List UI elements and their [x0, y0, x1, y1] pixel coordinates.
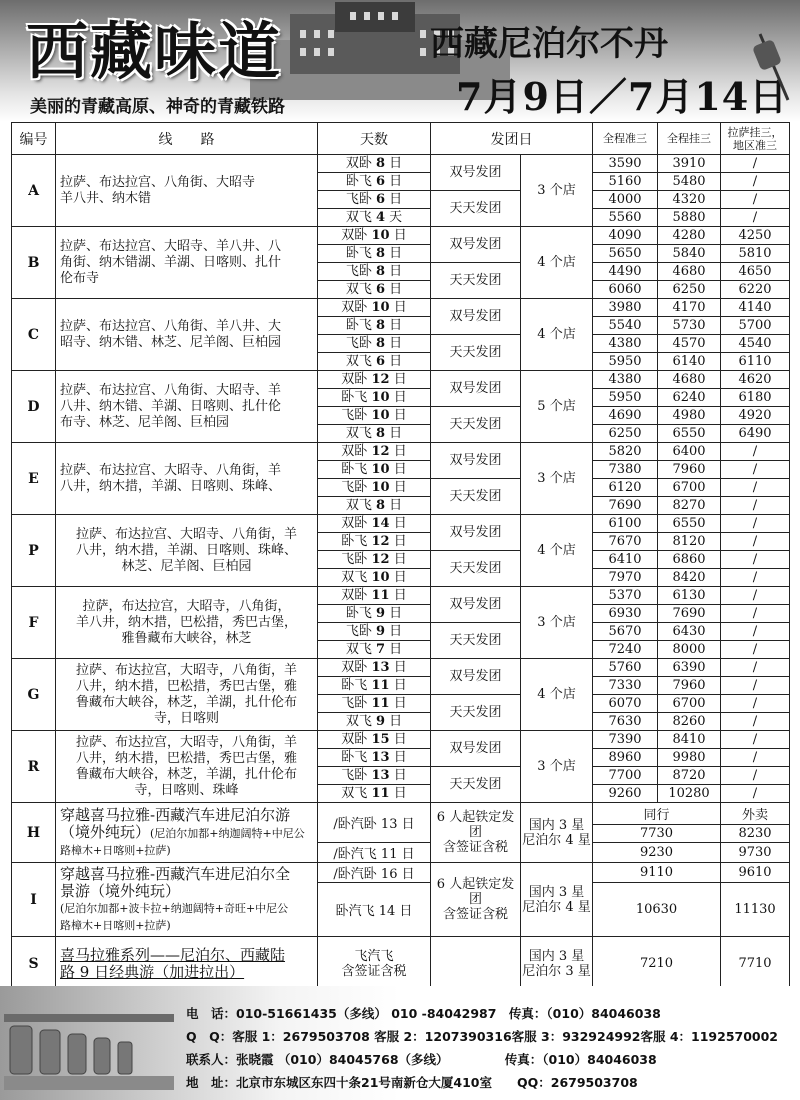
- price: 6180: [721, 389, 790, 407]
- price: /: [721, 173, 790, 191]
- price: 4490: [593, 263, 658, 281]
- departure: 天天发团: [431, 335, 521, 371]
- price: 5880: [658, 209, 721, 227]
- days: 飞卧 8 日: [318, 263, 431, 281]
- price: 7240: [593, 641, 658, 659]
- col-code: 编号: [12, 123, 56, 155]
- price: 3590: [593, 155, 658, 173]
- store-count: 3 个店: [521, 155, 593, 227]
- days: 卧飞 6 日: [318, 173, 431, 191]
- departure: 天天发团: [431, 263, 521, 299]
- price: /: [721, 587, 790, 605]
- table-row: [12, 803, 790, 825]
- departure: 双号发团: [431, 443, 521, 479]
- price: /: [721, 731, 790, 749]
- price: 6400: [658, 443, 721, 461]
- days: 双卧 12 日: [318, 371, 431, 389]
- price: /: [721, 785, 790, 803]
- price: 6110: [721, 353, 790, 371]
- price: 4680: [658, 263, 721, 281]
- price: /: [721, 749, 790, 767]
- price: 6100: [593, 515, 658, 533]
- price: 9230: [593, 843, 721, 863]
- price: 5670: [593, 623, 658, 641]
- price: 6250: [658, 281, 721, 299]
- hotel-standard: 国内 3 星 尼泊尔 4 星: [521, 803, 593, 863]
- route-description: 拉萨、布达拉宫，大昭寺，八角街，羊 八井，纳木措，巴松措，秀巴古堡，雅 鲁藏布大峡谷，林芝，羊湖，扎什伦布 寺，日喀则: [56, 659, 318, 731]
- price: 7670: [593, 533, 658, 551]
- departure: 天天发团: [431, 479, 521, 515]
- price: 4650: [721, 263, 790, 281]
- price: 6130: [658, 587, 721, 605]
- days: 双卧 15 日: [318, 731, 431, 749]
- days: 双卧 13 日: [318, 659, 431, 677]
- price: 4980: [658, 407, 721, 425]
- price: 4570: [658, 335, 721, 353]
- table-body-special: [12, 803, 790, 991]
- hotel-standard: 国内 3 星 尼泊尔 3 星: [521, 937, 593, 991]
- departure: 6 人起铁定发团 含签证含税: [431, 863, 521, 937]
- price: 4000: [593, 191, 658, 209]
- col-price3: 拉萨挂三， 地区准三: [721, 123, 790, 155]
- days: 卧飞 11 日: [318, 677, 431, 695]
- days: 双飞 11 日: [318, 785, 431, 803]
- departure: 天天发团: [431, 767, 521, 803]
- price: 4090: [593, 227, 658, 245]
- price: /: [721, 191, 790, 209]
- departure: 天天发团: [431, 191, 521, 227]
- prayer-wheels-illustration: [4, 994, 174, 1094]
- store-count: 3 个店: [521, 731, 593, 803]
- table-row: [12, 587, 790, 605]
- title: 西藏味道: [26, 15, 283, 88]
- price: 5700: [721, 317, 790, 335]
- price: 6550: [658, 425, 721, 443]
- row-code: P: [12, 515, 56, 587]
- row-code: S: [12, 937, 56, 991]
- departure: 天天发团: [431, 551, 521, 587]
- price: 7210: [593, 937, 721, 991]
- days: 飞卧 8 日: [318, 335, 431, 353]
- table-row: [12, 731, 790, 749]
- col-price1: 全程准三: [593, 123, 658, 155]
- price: 6930: [593, 605, 658, 623]
- col-departure: 发团日: [431, 123, 593, 155]
- route-description: 拉萨，布达拉宫，大昭寺，八角街， 羊八井，纳木措，巴松措，秀巴古堡， 雅鲁藏布大峡谷，林芝: [56, 587, 318, 659]
- price: 8720: [658, 767, 721, 785]
- row-code: I: [12, 863, 56, 937]
- days: 飞汽飞 含签证含税: [318, 937, 431, 991]
- days: 双飞 4 天: [318, 209, 431, 227]
- price: 7730: [593, 825, 721, 843]
- price: 7330: [593, 677, 658, 695]
- days: 卧汽飞 14 日: [318, 883, 431, 937]
- price: /: [721, 677, 790, 695]
- prayer-wheel-icon: [752, 30, 792, 102]
- days: 飞卧 11 日: [318, 695, 431, 713]
- route-description: 拉萨、布达拉宫、大昭寺、八角街，羊 八井，纳木措，羊湖、日喀则、珠峰、: [56, 443, 318, 515]
- days: 双飞 8 日: [318, 425, 431, 443]
- contact-phone: 电 话：010-51661435（多线） 010 -84042987 传真：（010）84046038: [186, 1006, 661, 1021]
- price: 9110: [593, 863, 721, 883]
- price: 9610: [721, 863, 790, 883]
- departure-dates: 7月9日／7月14日: [456, 74, 789, 119]
- days: 飞卧 12 日: [318, 551, 431, 569]
- days: 飞卧 13 日: [318, 767, 431, 785]
- route-price-table: [11, 122, 790, 991]
- days: 双卧 14 日: [318, 515, 431, 533]
- departure: 双号发团: [431, 731, 521, 767]
- price: /: [721, 515, 790, 533]
- price: 4920: [721, 407, 790, 425]
- price: /: [721, 713, 790, 731]
- price: 8260: [658, 713, 721, 731]
- price: 8960: [593, 749, 658, 767]
- price: 8120: [658, 533, 721, 551]
- departure: 双号发团: [431, 371, 521, 407]
- row-code: R: [12, 731, 56, 803]
- price: /: [721, 209, 790, 227]
- route-description: 拉萨、布达拉宫、大昭寺、羊八井、八 角街、纳木错湖、羊湖、日喀则、扎什 伦布寺: [56, 227, 318, 299]
- route-description: 拉萨、布达拉宫、大昭寺、八角街，羊 八井，纳木措，羊湖、日喀则、珠峰、 林芝、尼羊阁、巨柏园: [56, 515, 318, 587]
- price: 5760: [593, 659, 658, 677]
- days: /卧汽飞 11 日: [318, 843, 431, 863]
- days: 飞卧 10 日: [318, 407, 431, 425]
- price: 5560: [593, 209, 658, 227]
- price: 4250: [721, 227, 790, 245]
- price: 5950: [593, 353, 658, 371]
- price: 6140: [658, 353, 721, 371]
- price: 5820: [593, 443, 658, 461]
- price: 5730: [658, 317, 721, 335]
- store-count: 4 个店: [521, 659, 593, 731]
- price: 6700: [658, 479, 721, 497]
- price: 4280: [658, 227, 721, 245]
- price: 7970: [593, 569, 658, 587]
- departure: 天天发团: [431, 407, 521, 443]
- departure: 双号发团: [431, 299, 521, 335]
- price: 6070: [593, 695, 658, 713]
- price: 6060: [593, 281, 658, 299]
- departure: 天天发团: [431, 695, 521, 731]
- route-description: 穿越喜马拉雅-西藏汽车进尼泊尔游 （境外纯玩）(尼泊尔加都+纳迦阔特+中尼公 路樟木+日喀则+拉萨): [56, 803, 318, 863]
- price: 8000: [658, 641, 721, 659]
- price: 7690: [593, 497, 658, 515]
- days: /卧汽卧 13 日: [318, 803, 431, 843]
- header-banner: [0, 0, 800, 122]
- days: 双卧 12 日: [318, 443, 431, 461]
- price: /: [721, 659, 790, 677]
- departure: 双号发团: [431, 155, 521, 191]
- price: 11130: [721, 883, 790, 937]
- price: /: [721, 569, 790, 587]
- price: 6430: [658, 623, 721, 641]
- route-description: 拉萨、布达拉宫，大昭寺，八角街，羊 八井，纳木措，巴松措，秀巴古堡，雅 鲁藏布大峡谷，林芝，羊湖，扎什伦布 寺，日喀则、珠峰: [56, 731, 318, 803]
- price: 8420: [658, 569, 721, 587]
- store-count: 5 个店: [521, 371, 593, 443]
- days: 卧飞 12 日: [318, 533, 431, 551]
- price: 7960: [658, 677, 721, 695]
- price: /: [721, 623, 790, 641]
- days: 双飞 9 日: [318, 713, 431, 731]
- contact-address: 地 址：北京市东城区东四十条21号南新仓大厦410室 QQ：2679503708: [186, 1075, 638, 1090]
- price: 4380: [593, 335, 658, 353]
- col-days: 天数: [318, 123, 431, 155]
- price: /: [721, 551, 790, 569]
- route-description: 拉萨、布达拉宫、八角街、羊八井、大 昭寺、纳木错、林芝、尼羊阁、巨柏园: [56, 299, 318, 371]
- store-count: 4 个店: [521, 299, 593, 371]
- days: 飞卧 9 日: [318, 623, 431, 641]
- route-description: 拉萨、布达拉宫、八角街、大昭寺 羊八井、纳木错: [56, 155, 318, 227]
- table-body: [12, 155, 790, 803]
- price: 7390: [593, 731, 658, 749]
- row-code: C: [12, 299, 56, 371]
- price: 5650: [593, 245, 658, 263]
- table-row: [12, 659, 790, 677]
- days: 双飞 6 日: [318, 353, 431, 371]
- table-row: [12, 155, 790, 173]
- departure: 双号发团: [431, 587, 521, 623]
- price: 9980: [658, 749, 721, 767]
- col-price2: 全程挂三: [658, 123, 721, 155]
- row-code: D: [12, 371, 56, 443]
- price: 3980: [593, 299, 658, 317]
- price: 4540: [721, 335, 790, 353]
- price: 5370: [593, 587, 658, 605]
- store-count: 4 个店: [521, 227, 593, 299]
- price: /: [721, 695, 790, 713]
- price-header-peer: 同行: [593, 803, 721, 825]
- price: 4170: [658, 299, 721, 317]
- table-row: [12, 443, 790, 461]
- days: 双飞 7 日: [318, 641, 431, 659]
- price: 8230: [721, 825, 790, 843]
- price: 4620: [721, 371, 790, 389]
- price: /: [721, 605, 790, 623]
- price: /: [721, 155, 790, 173]
- row-code: E: [12, 443, 56, 515]
- table-row: [12, 371, 790, 389]
- price: 6860: [658, 551, 721, 569]
- days: 飞卧 6 日: [318, 191, 431, 209]
- departure: 双号发团: [431, 515, 521, 551]
- price: 7690: [658, 605, 721, 623]
- days: 双卧 8 日: [318, 155, 431, 173]
- price: 7700: [593, 767, 658, 785]
- price: 8410: [658, 731, 721, 749]
- price: 8270: [658, 497, 721, 515]
- days: 双飞 8 日: [318, 497, 431, 515]
- price: 6240: [658, 389, 721, 407]
- days: 双卧 11 日: [318, 587, 431, 605]
- price: 6410: [593, 551, 658, 569]
- days: 双飞 6 日: [318, 281, 431, 299]
- table-header-row: [12, 123, 790, 155]
- table-row: [12, 299, 790, 317]
- price: 5950: [593, 389, 658, 407]
- price: /: [721, 497, 790, 515]
- days: 卧飞 8 日: [318, 245, 431, 263]
- price: 5160: [593, 173, 658, 191]
- store-count: 4 个店: [521, 515, 593, 587]
- departure: 双号发团: [431, 659, 521, 695]
- price: 10630: [593, 883, 721, 937]
- row-code: G: [12, 659, 56, 731]
- price: 6700: [658, 695, 721, 713]
- departure: 双号发团: [431, 227, 521, 263]
- price: 6250: [593, 425, 658, 443]
- price: 7710: [721, 937, 790, 991]
- price: /: [721, 533, 790, 551]
- price: 9260: [593, 785, 658, 803]
- col-route: 线 路: [56, 123, 318, 155]
- row-code: A: [12, 155, 56, 227]
- departure: 6 人起铁定发团 含签证含税: [431, 803, 521, 863]
- days: 卧飞 10 日: [318, 389, 431, 407]
- price: 6390: [658, 659, 721, 677]
- price: 6490: [721, 425, 790, 443]
- days: 卧飞 9 日: [318, 605, 431, 623]
- subtitle: 美丽的青藏高原、神奇的青藏铁路: [30, 97, 285, 117]
- price: /: [721, 443, 790, 461]
- store-count: 3 个店: [521, 443, 593, 515]
- route-description: 喜马拉雅系列——尼泊尔、西藏陆 路 9 日经典游（加进拉出）: [56, 937, 318, 991]
- table-row: [12, 863, 790, 883]
- price: /: [721, 479, 790, 497]
- route-description: 穿越喜马拉雅-西藏汽车进尼泊尔全 景游（境外纯玩） (尼泊尔加都+波卡拉+纳迦阔特+奇旺+中尼公 路樟木+日喀则+拉萨): [56, 863, 318, 937]
- price: 5480: [658, 173, 721, 191]
- price: 6550: [658, 515, 721, 533]
- price: 7960: [658, 461, 721, 479]
- days: 飞卧 10 日: [318, 479, 431, 497]
- price: /: [721, 641, 790, 659]
- price: 10280: [658, 785, 721, 803]
- days: 卧飞 13 日: [318, 749, 431, 767]
- table-row: [12, 515, 790, 533]
- price: 7380: [593, 461, 658, 479]
- price-header-retail: 外卖: [721, 803, 790, 825]
- days: /卧汽卧 16 日: [318, 863, 431, 883]
- price: 4380: [593, 371, 658, 389]
- store-count: 3 个店: [521, 587, 593, 659]
- price: 5810: [721, 245, 790, 263]
- price: /: [721, 461, 790, 479]
- table-row: [12, 937, 790, 991]
- price: 4680: [658, 371, 721, 389]
- price: 6220: [721, 281, 790, 299]
- row-code: F: [12, 587, 56, 659]
- route-description: 拉萨、布达拉宫、八角街、大昭寺、羊 八井、纳木错、羊湖、日喀则、扎什伦 布寺、林芝、尼羊阁、巨柏园: [56, 371, 318, 443]
- price: 7630: [593, 713, 658, 731]
- days: 双飞 10 日: [318, 569, 431, 587]
- days: 双卧 10 日: [318, 299, 431, 317]
- price: 9730: [721, 843, 790, 863]
- days: 卧飞 10 日: [318, 461, 431, 479]
- price: 4320: [658, 191, 721, 209]
- destination-heading: 西藏尼泊尔不丹: [430, 24, 668, 64]
- hotel-standard: 国内 3 星 尼泊尔 4 星: [521, 863, 593, 937]
- price: /: [721, 767, 790, 785]
- price: 5540: [593, 317, 658, 335]
- departure: 天天发团: [431, 623, 521, 659]
- departure-empty: [431, 937, 521, 991]
- contact-person: 联系人：张晓霞 （010）84045768（多线） 传真：（010）84046038: [186, 1052, 657, 1067]
- price: 5840: [658, 245, 721, 263]
- price: 4690: [593, 407, 658, 425]
- price: 4140: [721, 299, 790, 317]
- contact-qq: Q Q：客服 1：2679503708 客服 2：1207390316客服 3：932924992客服 4：1192570002: [186, 1029, 779, 1044]
- days: 双卧 10 日: [318, 227, 431, 245]
- row-code: B: [12, 227, 56, 299]
- price: 3910: [658, 155, 721, 173]
- table-row: [12, 227, 790, 245]
- row-code: H: [12, 803, 56, 863]
- days: 卧飞 8 日: [318, 317, 431, 335]
- price: 6120: [593, 479, 658, 497]
